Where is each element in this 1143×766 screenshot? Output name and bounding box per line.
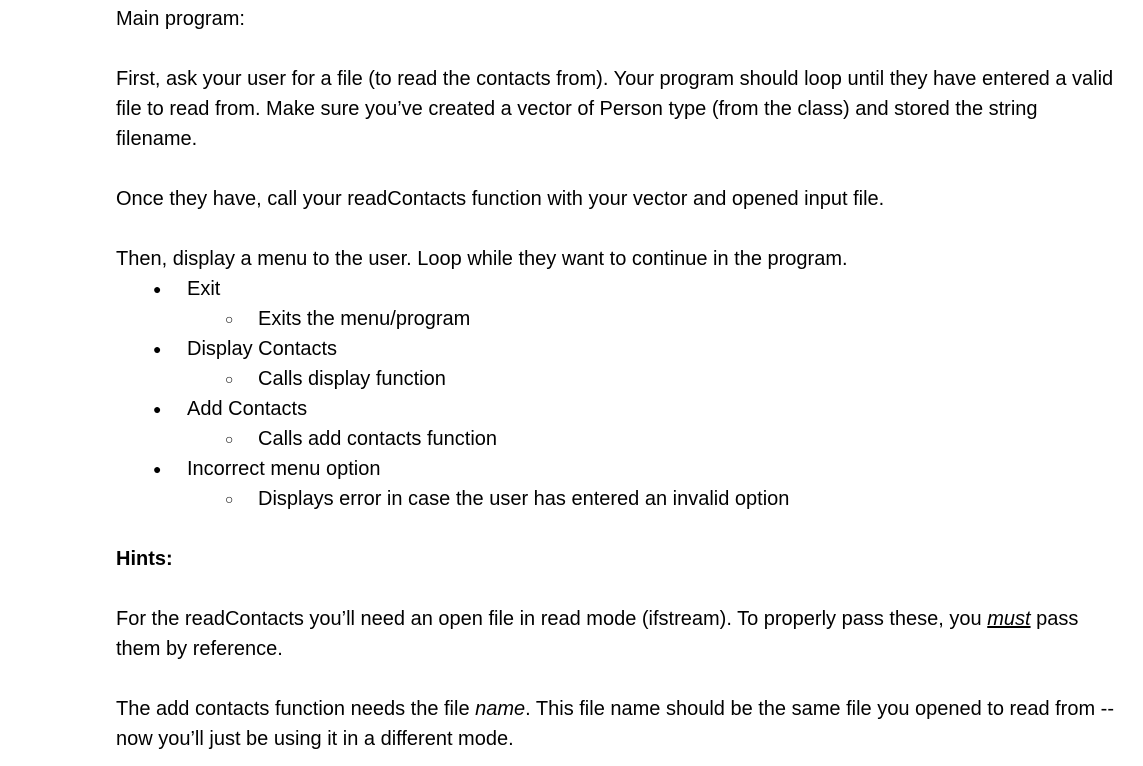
hint-text: . This file name should be the same file you opened to read from -- now you’ll just be using it in a different mode.: [116, 698, 1114, 750]
menu-option-detail: [187, 484, 1116, 514]
hollow-bullet-icon: ○: [225, 311, 234, 327]
spacer: [116, 34, 1116, 64]
menu-option-label: Add Contacts: [187, 398, 308, 420]
menu-option-list: [116, 274, 1116, 514]
spacer: [116, 664, 1116, 694]
section-heading: Main program:: [116, 8, 245, 30]
hint-text: The add contacts function needs the file: [116, 698, 476, 720]
hollow-bullet-icon: ○: [225, 431, 234, 447]
hollow-bullet-icon: ○: [225, 491, 234, 507]
menu-option-detail-text: Calls add contacts function: [258, 428, 498, 450]
spacer: [116, 514, 1116, 544]
hint-text: For the readContacts you’ll need an open file in read mode (ifstream). To properly pass these, you: [116, 608, 988, 630]
emphasis-text: must: [987, 608, 1031, 630]
menu-option-label: Incorrect menu option: [187, 458, 381, 480]
menu-option-detail-text: Displays error in case the user has entered an invalid option: [258, 488, 790, 510]
bullet-icon: ●: [153, 341, 162, 357]
menu-option-detail: [187, 424, 1116, 454]
menu-option-detail-list: [187, 364, 1116, 394]
menu-option-detail-list: [187, 304, 1116, 334]
spacer: [116, 574, 1116, 604]
menu-option-display-contacts: [116, 334, 1116, 394]
emphasis-text: name: [475, 698, 526, 720]
hints-heading: Hints:: [116, 548, 173, 570]
menu-option-detail-text: Calls display function: [258, 368, 446, 390]
bullet-icon: ●: [153, 401, 162, 417]
menu-option-add-contacts: [116, 394, 1116, 454]
bullet-icon: ●: [153, 461, 162, 477]
spacer: [116, 214, 1116, 244]
menu-option-detail-list: [187, 484, 1116, 514]
menu-option-detail-list: [187, 424, 1116, 454]
menu-option-label: Exit: [187, 278, 221, 300]
hint-read-contacts: [116, 604, 1116, 664]
menu-option-detail-text: Exits the menu/program: [258, 308, 471, 330]
document-body: [116, 4, 1116, 754]
paragraph-read-contacts: Once they have, call your readContacts function with your vector and opened input file.: [116, 188, 885, 210]
hollow-bullet-icon: ○: [225, 371, 234, 387]
hint-add-contacts: [116, 694, 1116, 754]
menu-option-detail: [187, 304, 1116, 334]
spacer: [116, 154, 1116, 184]
paragraph-file-prompt: First, ask your user for a file (to read the contacts from). Your program should loop until they have entered a valid file to read from. Make sure you’ve created a vector of Person type (from the class) and stored the string filename.: [116, 68, 1114, 150]
menu-option-exit: [116, 274, 1116, 334]
menu-option-incorrect: [116, 454, 1116, 514]
hint-text: pass them by reference.: [116, 608, 1079, 660]
menu-option-label: Display Contacts: [187, 338, 338, 360]
bullet-icon: ●: [153, 281, 162, 297]
paragraph-menu-intro: Then, display a menu to the user. Loop while they want to continue in the program.: [116, 248, 848, 270]
menu-option-detail: [187, 364, 1116, 394]
